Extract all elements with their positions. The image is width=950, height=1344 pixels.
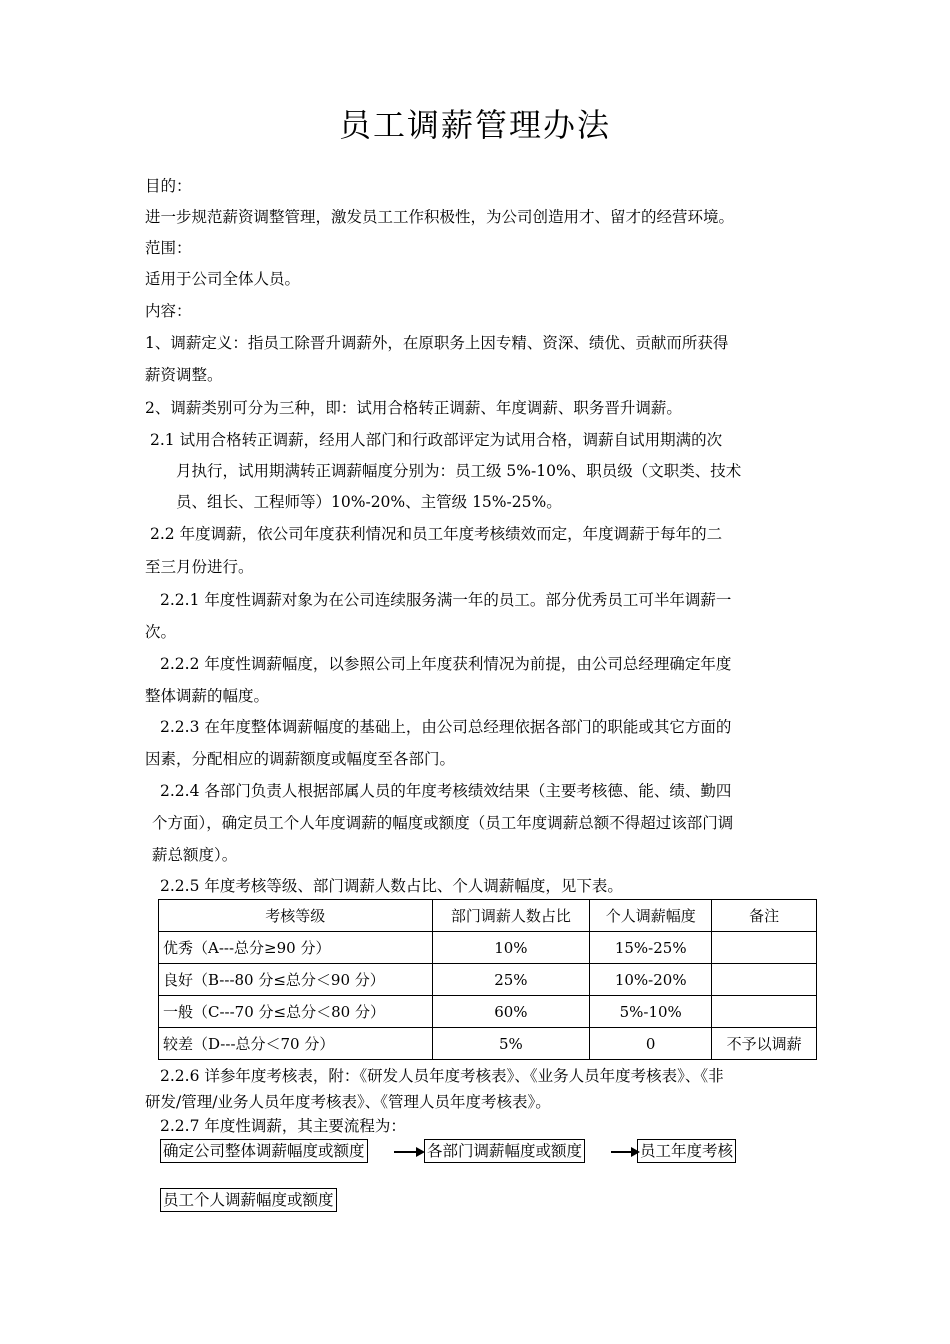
- table-header-cell: 备注: [712, 900, 817, 932]
- table-cell: [712, 996, 817, 1028]
- text-line: 范围：: [145, 239, 192, 257]
- text-line: 薪总额度）。: [152, 846, 238, 864]
- text-line: 2.2.2 年度性调薪幅度，以参照公司上年度获利情况为前提，由公司总经理确定年度: [160, 655, 732, 673]
- table-cell: 25%: [432, 964, 590, 996]
- flow-step-box: 员工个人调薪幅度或额度: [160, 1188, 337, 1212]
- table-cell: 5%: [432, 1028, 590, 1060]
- table-cell: 一般（C---70 分≤总分＜80 分）: [159, 996, 433, 1028]
- text-line: 2.2.5 年度考核等级、部门调薪人数占比、个人调薪幅度，见下表。: [160, 877, 623, 895]
- table-header-cell: 部门调薪人数占比: [432, 900, 590, 932]
- table-cell: 5%-10%: [590, 996, 712, 1028]
- text-line: 2.2.1 年度性调薪对象为在公司连续服务满一年的员工。部分优秀员工可半年调薪一: [160, 591, 732, 609]
- table-row: [159, 964, 817, 996]
- text-line: 2、调薪类别可分为三种，即：试用合格转正调薪、年度调薪、职务晋升调薪。: [145, 399, 682, 417]
- text-line: 次。: [145, 623, 177, 641]
- text-line: 员、组长、工程师等）10%-20%、主管级 15%-25%。: [176, 493, 562, 511]
- text-line: 2.2.6 详参年度考核表，附：《研发人员年度考核表》、《业务人员年度考核表》、《非: [160, 1067, 724, 1085]
- text-line: 因素，分配相应的调薪额度或幅度至各部门。: [145, 750, 456, 768]
- table-cell: 10%-20%: [590, 964, 712, 996]
- text-line: 1、调薪定义：指员工除晋升调薪外，在原职务上因专精、资深、绩优、贡献而所获得: [145, 334, 729, 352]
- text-line: 2.2.3 在年度整体调薪幅度的基础上，由公司总经理依据各部门的职能或其它方面的: [160, 718, 732, 736]
- text-line: 整体调薪的幅度。: [145, 687, 270, 705]
- text-line: 研发/管理/业务人员年度考核表》、《管理人员年度考核表》。: [145, 1093, 551, 1111]
- table-cell: [712, 932, 817, 964]
- text-line: 2.2 年度调薪，依公司年度获利情况和员工年度考核绩效而定，年度调薪于每年的二: [150, 525, 723, 543]
- table-cell: 较差（D---总分＜70 分）: [159, 1028, 433, 1060]
- flow-arrow-icon: [611, 1151, 632, 1153]
- text-line: 月执行，试用期满转正调薪幅度分别为：员工级 5%-10%、职员级（文职类、技术: [176, 462, 742, 480]
- table-header-row: [159, 900, 817, 932]
- text-line: 进一步规范薪资调整管理，激发员工工作积极性，为公司创造用才、留才的经营环境。: [145, 208, 735, 226]
- flow-step-box: 员工年度考核: [637, 1139, 736, 1163]
- table-header-cell: 个人调薪幅度: [590, 900, 712, 932]
- table-cell: 不予以调薪: [712, 1028, 817, 1060]
- text-line: 2.2.4 各部门负责人根据部属人员的年度考核绩效结果（主要考核德、能、绩、勤四: [160, 782, 732, 800]
- table-cell: 0: [590, 1028, 712, 1060]
- table-cell: 良好（B---80 分≤总分＜90 分）: [159, 964, 433, 996]
- table-row: [159, 996, 817, 1028]
- table-cell: 10%: [432, 932, 590, 964]
- table-cell: 15%-25%: [590, 932, 712, 964]
- text-line: 个方面），确定员工个人年度调薪的幅度或额度（员工年度调薪总额不得超过该部门调: [152, 814, 734, 832]
- text-line: 内容：: [145, 302, 192, 320]
- table-row: [159, 932, 817, 964]
- text-line: 至三月份进行。: [145, 558, 254, 576]
- table-header-cell: 考核等级: [159, 900, 433, 932]
- grade-table: [158, 899, 817, 1060]
- table-cell: 优秀（A---总分≥90 分）: [159, 932, 433, 964]
- document-title: 员工调薪管理办法: [338, 106, 611, 144]
- text-line: 2.1 试用合格转正调薪，经用人部门和行政部评定为试用合格，调薪自试用期满的次: [150, 431, 723, 449]
- table-row: [159, 1028, 817, 1060]
- text-line: 2.2.7 年度性调薪，其主要流程为：: [160, 1117, 406, 1135]
- table-cell: 60%: [432, 996, 590, 1028]
- text-line: 适用于公司全体人员。: [145, 270, 301, 288]
- flow-step-box: 确定公司整体调薪幅度或额度: [160, 1139, 368, 1163]
- text-line: 薪资调整。: [145, 366, 223, 384]
- text-line: 目的：: [145, 177, 192, 195]
- flow-arrow-icon: [394, 1151, 417, 1153]
- table-cell: [712, 964, 817, 996]
- flow-step-box: 各部门调薪幅度或额度: [424, 1139, 585, 1163]
